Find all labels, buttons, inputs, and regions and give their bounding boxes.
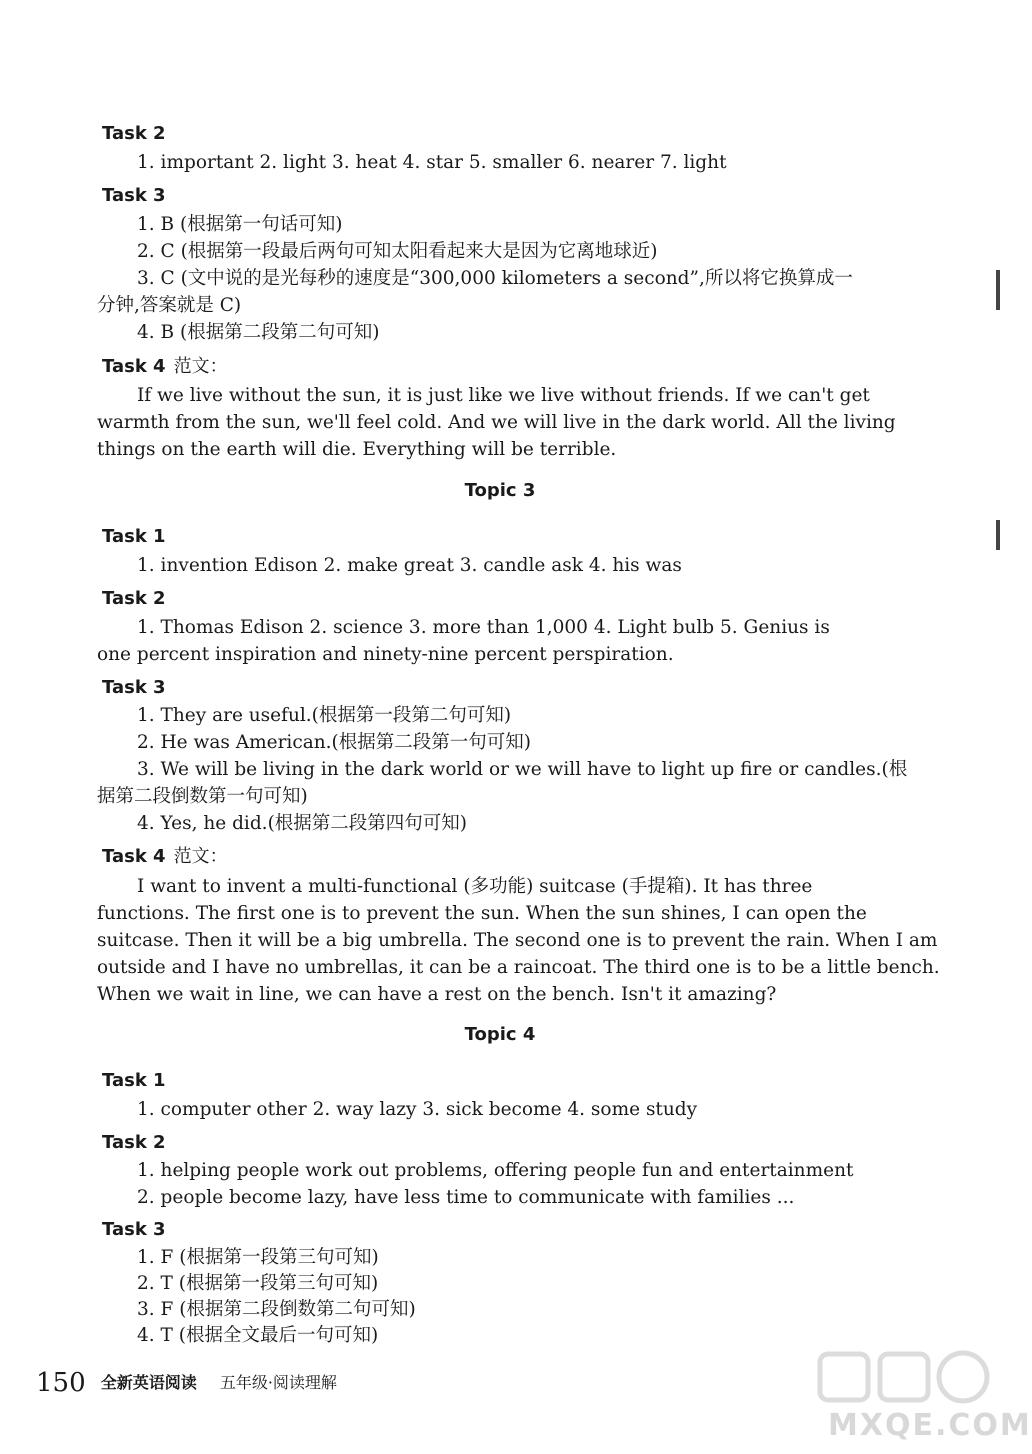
sample-essay-line: warmth from the sun, we'll feel cold. And we will live in the dark world. All the living — [97, 412, 896, 433]
task-3-heading: Task 3 — [102, 185, 166, 206]
watermark-badge-icon — [818, 1350, 993, 1405]
task-2-heading: Task 2 — [102, 1132, 166, 1153]
task-2-answer-1: 1. helping people work out problems, offering people fun and entertainment — [137, 1160, 854, 1181]
sample-essay-line: things on the earth will die. Everything will be terrible. — [97, 439, 617, 460]
task-1-answers: 1. computer other 2. way lazy 3. sick become 4. some study — [137, 1099, 698, 1120]
task-3-answer-1: 1. B (根据第一句话可知) — [137, 214, 343, 235]
task-4-heading: Task 4 范文： — [102, 356, 228, 377]
sample-essay-line: suitcase. Then it will be a big umbrella. The second one is to prevent the rain. When I am — [97, 930, 938, 951]
task-3-answer-3-cont: 据第二段倒数第一句可知) — [97, 786, 308, 807]
book-title: 全新英语阅读 — [100, 1373, 197, 1392]
task-3-answer-4: 4. Yes, he did.(根据第二段第四句可知) — [137, 813, 468, 834]
task-3-answer-2: 2. T (根据第一段第三句可知) — [137, 1273, 379, 1294]
page-footer — [36, 1368, 337, 1398]
task-3-answer-3: 3. F (根据第二段倒数第二句可知) — [137, 1299, 416, 1320]
task-4-heading: Task 4 范文： — [102, 846, 228, 867]
grade-label: 五年级·阅读理解 — [219, 1373, 337, 1392]
page-edge-mark — [996, 520, 1000, 550]
task-3-heading: Task 3 — [102, 677, 166, 698]
task-3-answer-3: 3. We will be living in the dark world or we will have to light up fire or candles.(根 — [137, 759, 908, 780]
topic-3-heading: Topic 3 — [464, 480, 536, 501]
task-3-answer-1: 1. They are useful.(根据第一段第二句可知) — [137, 705, 512, 726]
watermark-logo — [818, 1350, 1032, 1445]
task-1-heading: Task 1 — [102, 526, 166, 547]
task-2-answer-2: 2. people become lazy, have less time to communicate with families ... — [137, 1187, 795, 1208]
task-3-answer-2: 2. C (根据第一段最后两句可知太阳看起来大是因为它离地球近) — [137, 241, 658, 262]
task-2-answers-cont: one percent inspiration and ninety-nine percent perspiration. — [97, 644, 674, 665]
sample-essay-line: outside and I have no umbrellas, it can be a raincoat. The third one is to be a little bench. — [97, 957, 940, 978]
sample-essay-line: If we live without the sun, it is just like we live without friends. If we can't get — [137, 385, 870, 406]
task-3-answer-4: 4. T (根据全文最后一句可知) — [137, 1325, 379, 1346]
task-3-answer-4: 4. B (根据第二段第二句可知) — [137, 322, 380, 343]
task-1-answers: 1. invention Edison 2. make great 3. candle ask 4. his was — [137, 555, 682, 576]
task-1-heading: Task 1 — [102, 1070, 166, 1091]
page-number: 150 — [36, 1368, 86, 1398]
page-edge-mark — [996, 270, 1000, 310]
sample-essay-line: When we wait in line, we can have a rest on the bench. Isn't it amazing? — [97, 984, 777, 1005]
task-3-heading: Task 3 — [102, 1219, 166, 1240]
task-2-heading: Task 2 — [102, 588, 166, 609]
task-2-answers: 1. Thomas Edison 2. science 3. more than 1,000 4. Light bulb 5. Genius is — [137, 617, 830, 638]
task-2-answers: 1. important 2. light 3. heat 4. star 5. smaller 6. nearer 7. light — [137, 152, 727, 173]
task-3-answer-3-cont: 分钟,答案就是 C) — [97, 295, 242, 316]
sample-essay-line: functions. The first one is to prevent the sun. When the sun shines, I can open the — [97, 903, 867, 924]
task-3-answer-2: 2. He was American.(根据第二段第一句可知) — [137, 732, 531, 753]
task-3-answer-1: 1. F (根据第一段第三句可知) — [137, 1247, 379, 1268]
watermark-url: MXQE.COM — [828, 1408, 1032, 1443]
task-3-answer-3: 3. C (文中说的是光每秒的速度是“300,000 kilometers a second”,所以将它换算成一 — [137, 268, 853, 289]
topic-4-heading: Topic 4 — [464, 1024, 536, 1045]
task-2-heading: Task 2 — [102, 123, 166, 144]
sample-essay-line: I want to invent a multi-functional (多功能) suitcase (手提箱). It has three — [137, 876, 813, 897]
